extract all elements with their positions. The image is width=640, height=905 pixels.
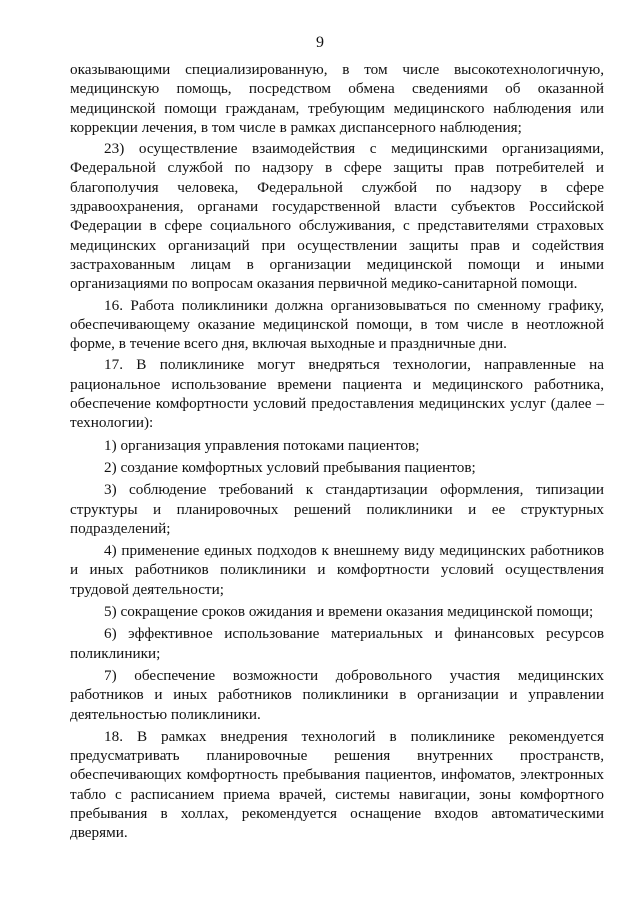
- list-item-3: 3) соблюдение требований к стандартизации оформления, типизации структуры и планировочных решений поликлиники и ее структурных подразделений;: [70, 481, 604, 537]
- page-number: 9: [316, 34, 324, 51]
- list-item-5: 5) сокращение сроков ожидания и времени оказания медицинской помощи;: [104, 603, 594, 621]
- document-body: [70, 60, 604, 843]
- list-item-6: 6) эффективное использование материальных и финансовых ресурсов поликлиники;: [70, 625, 604, 662]
- list-item-2: 2) создание комфортных условий пребывания пациентов;: [104, 458, 476, 476]
- clause-18: 18. В рамках внедрения технологий в поликлинике рекомендуется предусматривать планировочные решения внутренних пространств, обеспечивающих комфортность пребывания пациентов, инфоматов, электронных табло с расписанием приема врачей, системы навигации, зоны комфортного пребывания в холлах, рекомендуется оснащение входов автоматическими дверями.: [70, 727, 604, 842]
- list-item-1: 1) организация управления потоками пациентов;: [104, 436, 420, 454]
- list-item-7: 7) обеспечение возможности добровольного участия медицинских работников и иных работников поликлиники в организации и управлении деятельностью поликлиники.: [70, 666, 604, 723]
- list-item-23: 23) осуществление взаимодействия с медицинскими организациями, Федеральной службой по надзору в сфере защиты прав потребителей и благополучия человека, Федеральной службой по надзору в сфере здравоохранения, органами государственной власти субъектов Российской Федерации в сфере социального обслуживания, с представителями страховых медицинских организаций при осуществлении защиты прав и содействия застрахованным лицам в организации медицинской помощи и иными организациями по вопросам оказания первичной медико-санитарной помощи.: [70, 140, 604, 293]
- list-item-4: 4) применение единых подходов к внешнему виду медицинских работников и иных работников поликлиники и комфортности условий осуществления трудовой деятельности;: [70, 542, 604, 598]
- clause-16: 16. Работа поликлиники должна организовываться по сменному графику, обеспечивающему оказание медицинской помощи, в том числе в неотложной форме, в течение всего дня, включая выходные и праздничные дни.: [70, 296, 604, 353]
- paragraph-continuation: оказывающими специализированную, в том числе высокотехнологичную, медицинскую помощь, посредством обмена сведениями об оказанной медицинской помощи гражданам, требующим медицинского наблюдения или коррекции лечения, в том числе в рамках диспансерного наблюдения;: [70, 61, 604, 136]
- clause-17: 17. В поликлинике могут внедряться технологии, направленные на рациональное использование времени пациента и медицинского работника, обеспечение комфортности условий предоставления медицинских услуг (далее – технологии):: [70, 356, 604, 432]
